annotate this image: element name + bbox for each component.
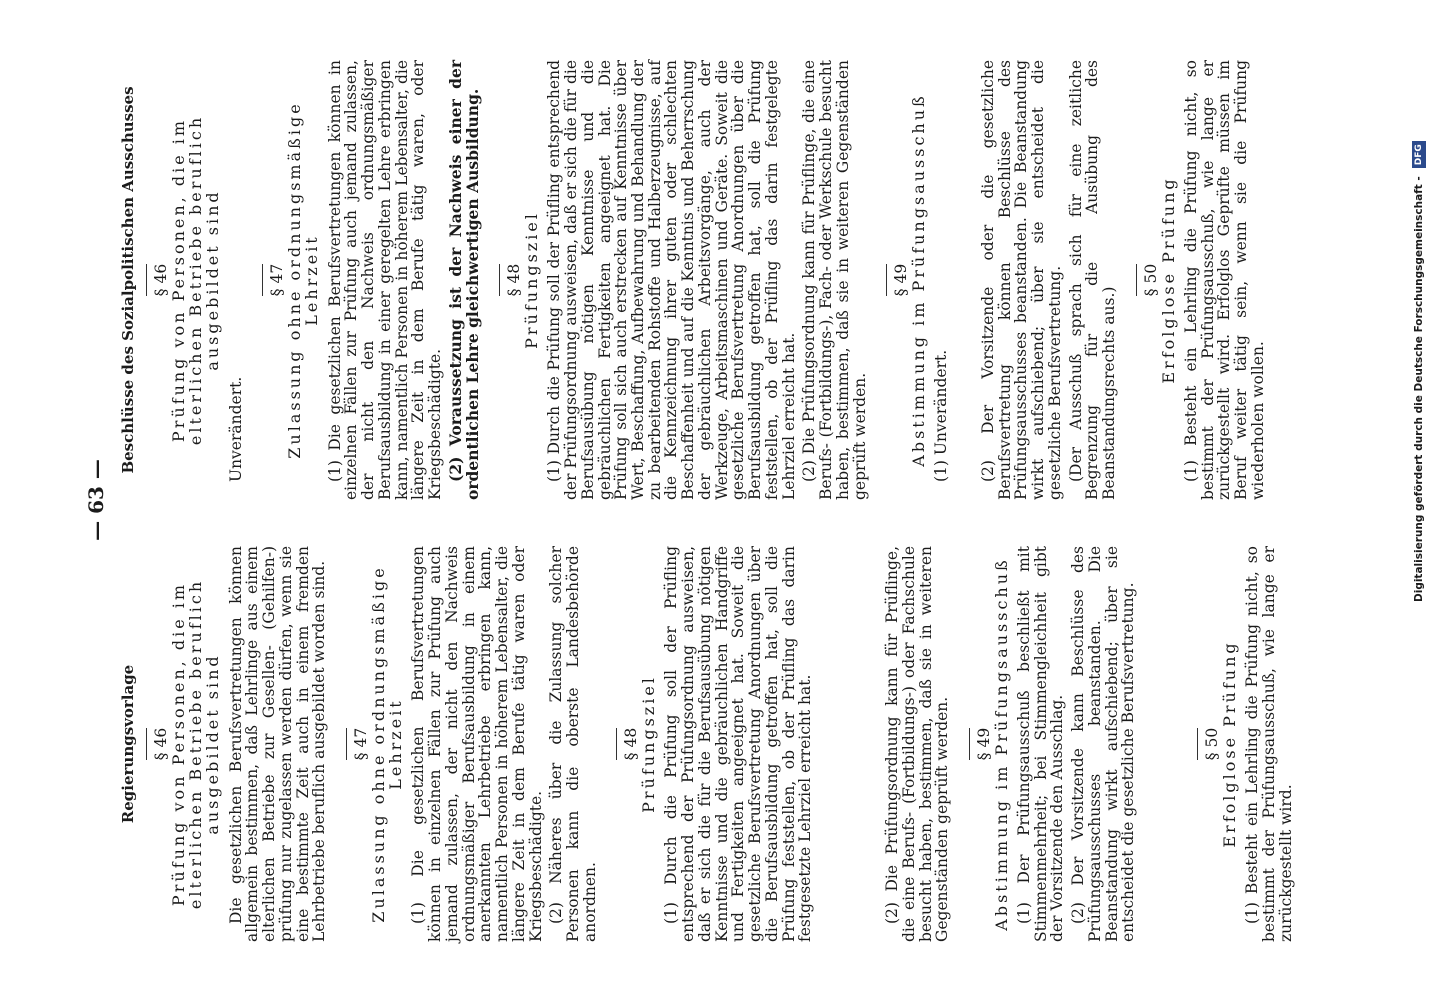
column-ausschuss-beschluesse bbox=[120, 60, 1285, 500]
section-number: § 47 bbox=[262, 60, 286, 500]
paragraph: (2) Die Prüfungsordnung kann für Prüflinge, die eine Berufs- (Fortbildungs-) oder Fachschule besucht haben, bestimmen, daß sie in weiteren Gegenständen geprüft werden. bbox=[883, 546, 952, 942]
section-title: Erfolglose Prüfung bbox=[1219, 640, 1239, 848]
section-50 bbox=[1136, 60, 1267, 500]
paragraph: (2) Der Vorsitzende oder die gesetzliche Berufsvertretung können Beschlüsse des Prüfungsausschusses beanstanden. Die Beanstandung wirkt aufschiebend; über sie entscheidet die gesetzliche Berufsvertretung. bbox=[979, 60, 1064, 500]
paragraph: (1) Besteht ein Lehrling die Prüfung nicht, so bestimmt der Prüfungsausschuß, wie lange er zurückgestellt wird. bbox=[1243, 546, 1295, 942]
paragraph: (1) Durch die Prüfung soll der Prüfling entsprechend der Prüfungsordnung ausweisen, daß er sich die für die Berufsausübung nötigen Kenntnisse und die gebräuchlichen Fertigkeiten angeeignet hat. Die Prüfung soll sich auch erstrecken auf Kenntnisse über Wert, Beschaffung, Aufbewahrung und Behandlung der zu bearbeitenden Rohstoffe und Halberzeugnisse, auf die Kennzeichnung ihrer guten oder schlechten Beschaffenheit und auf die Kenntnis und Beherrschung der gebräuchlichen Arbeitsvorgänge, auch der Werkzeuge, Arbeitsmaschinen und Geräte. Soweit die gesetzliche Berufsvertretung Anordnungen über die Berufsausbildung getroffen hat, soll die Prüfung feststellen, ob der Prüfling das darin festgelegte Lehrziel erreicht hat. bbox=[545, 60, 798, 500]
section-number: § 49 bbox=[886, 60, 910, 500]
section-number: § 46 bbox=[146, 546, 170, 942]
section-48 bbox=[616, 546, 951, 942]
paragraph: (1) Besteht ein Lehrling die Prüfung nicht, so bestimmt der Prüfungsausschuß, wie lange er zurückgestellt wird. Erfolglos Geprüfte müssen im Beruf weiter tätig sein, wenn sie die Prüfung wiederholen wollen. bbox=[1181, 60, 1267, 500]
section-title: Abstimmung im Prüfungsausschuß bbox=[991, 557, 1011, 931]
section-49 bbox=[886, 60, 1118, 500]
paragraph: (Der Ausschuß sprach sich für eine zeitliche Begrenzung für die Ausübung des Beanstandungsrechts aus.) bbox=[1066, 60, 1119, 500]
page-number: — 63 — bbox=[84, 459, 108, 541]
section-number: § 49 bbox=[969, 546, 993, 942]
column-heading: Regierungsvorlage bbox=[119, 664, 137, 824]
paragraph: (1) Die gesetzlichen Berufsvertretungen können in einzelnen Fällen zur Prüfung auch jemand zulassen, der nicht den Nachweis ordnungsmäßiger Berufsausbildung in einem anerkannten Lehrbetriebe erbringen kann, namentlich Personen in höherem Lebensalter, die längere Zeit in dem Berufe tätig waren oder Kriegsbeschädigte. bbox=[409, 546, 545, 942]
section-title: Prüfung von Personen, die im elterlichen Betriebe beruflich ausgebildet sind bbox=[168, 578, 223, 910]
section-title: Prüfung von Personen, die im elterlichen Betriebe beruflich ausgebildet sind bbox=[168, 114, 223, 446]
column-heading: Beschlüsse des Sozialpolitischen Ausschusses bbox=[119, 86, 137, 474]
paragraph: (2) Die Prüfungsordnung kann für Prüflinge, die eine Berufs- (Fortbildungs-), Fach- oder Werkschule besucht haben, bestimmen, daß sie in weiteren Gegenständen geprüft werden. bbox=[800, 60, 869, 500]
section-title: Abstimmung im Prüfungsausschuß bbox=[909, 93, 929, 467]
section-title: Zulassung ohne ordnungsmäßige Lehrzeit bbox=[368, 565, 406, 923]
paragraph: (2) Der Vorsitzende kann Beschlüsse des Prüfungsausschusses beanstanden. Die Beanstandung wirkt aufschiebend; über sie entscheidet die gesetzliche Berufsvertretung. bbox=[1069, 546, 1138, 942]
paragraph: (1) Die gesetzlichen Berufsvertretungen können in einzelnen Fällen zur Prüfung auch jemand zulassen, der nicht den Nachweis ordnungsmäßiger Berufsausbildung in einer geregelten Lehre erbringen kann, namentlich Personen in höherem Lebensalter, die längere Zeit in dem Berufe tätig waren, oder Kriegsbeschädigte. bbox=[325, 60, 445, 500]
paragraph: Die gesetzlichen Berufsvertretungen können allgemein bestimmen, daß Lehrlinge aus einem elterlichen Betriebe zur Gesellen- (Gehilfen-) prüfung nur zugelassen werden dürfen, wenn sie eine bestimmte Zeit auch in einem fremden Lehrbetriebe beruflich ausgebildet worden sind. bbox=[226, 546, 329, 942]
section-title: Erfolglose Prüfung bbox=[1158, 176, 1178, 384]
section-47 bbox=[346, 546, 598, 942]
section-number: § 48 bbox=[499, 60, 523, 500]
dfg-logo: DFG bbox=[1412, 141, 1426, 168]
section-50 bbox=[1197, 546, 1294, 942]
section-47 bbox=[262, 60, 481, 500]
stamp-text: Digitalisierung gefördert durch die Deutsche Forschungsgemeinschaft - bbox=[1413, 176, 1425, 602]
section-number: § 50 bbox=[1197, 546, 1221, 942]
digitization-stamp bbox=[1408, 6, 1430, 994]
section-46 bbox=[146, 60, 244, 500]
column-regierungsvorlage bbox=[120, 546, 1312, 942]
section-title: Zulassung ohne ordnungsmäßige Lehrzeit bbox=[285, 101, 322, 459]
section-title: Prüfungsziel bbox=[639, 675, 659, 813]
section-number: § 50 bbox=[1136, 60, 1160, 500]
section-number: § 47 bbox=[346, 546, 370, 942]
section-48 bbox=[499, 60, 868, 500]
paragraph: (1) Unverändert. bbox=[932, 349, 951, 482]
paragraph: (2) Näheres über die Zulassung solcher Personen kann die oberste Landesbehörde anordnen. bbox=[547, 546, 599, 942]
paragraph: (1) Der Prüfungsausschuß beschließt mit Stimmenmehrheit; bei Stimmengleichheit gibt der Vorsitzende den Ausschlag. bbox=[1015, 546, 1067, 942]
paragraph: (2) Voraussetzung ist der Nachweis einer der ordentlichen Lehre gleichwertigen Ausbildung. bbox=[445, 60, 482, 500]
paragraph: Unverändert. bbox=[226, 376, 245, 482]
section-title: Prüfungsziel bbox=[522, 211, 542, 349]
paragraph: (1) Durch die Prüfung soll der Prüfling entsprechend der Prüfungsordnung ausweisen, daß er sich die für die Berufsausübung nötigen Kenntnisse und die gebräuchlichen Handgriffe und Fertigkeiten angeeignet hat. Soweit die gesetzliche Berufsvertretung Anordnungen über die Berufsausbildung getroffen hat, soll die Prüfung feststellen, ob der Prüfling das darin festgesetzte Lehrziel erreicht hat. bbox=[662, 546, 815, 942]
section-number: § 48 bbox=[616, 546, 640, 942]
section-46 bbox=[146, 546, 328, 942]
section-number: § 46 bbox=[146, 60, 170, 500]
section-49 bbox=[969, 546, 1137, 942]
